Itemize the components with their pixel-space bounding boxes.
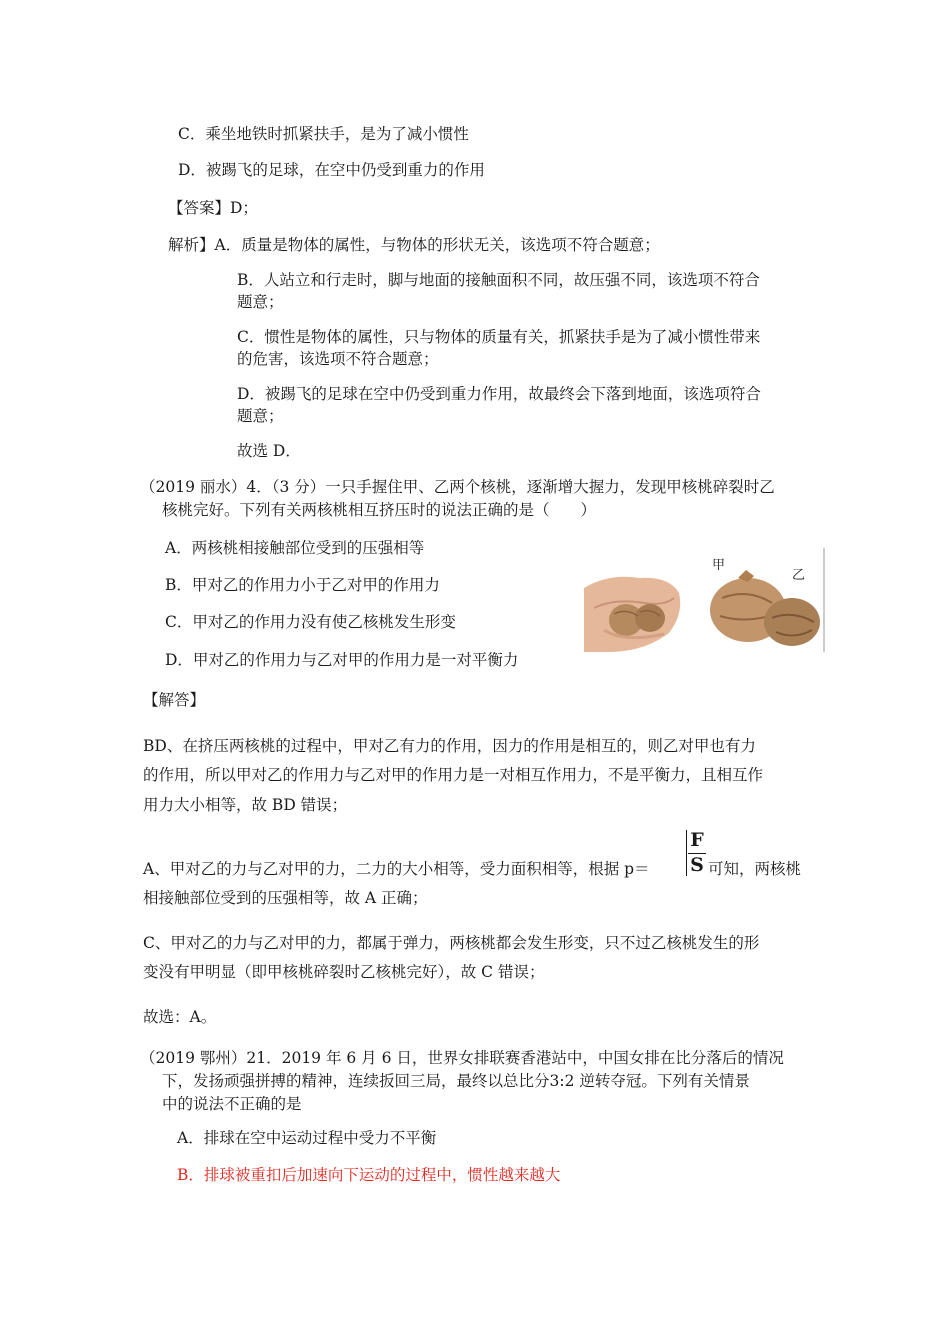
question-stem-line1: （2019 鄂州）21．2019 年 6 月 6 日，世界女排联赛香港站中，中国女排在比分落后的情况 <box>140 1049 784 1067</box>
question-stem-line1: （2019 丽水）4．（3 分）一只手握住甲、乙两个核桃，逐渐增大握力，发现甲核桃碎裂时乙 <box>140 478 775 496</box>
analysis-d-line1: D．被踢飞的足球在空中仍受到重力作用，故最终会下落到地面，该选项符合 <box>237 385 761 403</box>
solution-choose: 故选：A。 <box>143 1008 217 1026</box>
option-c: C．乘坐地铁时抓紧扶手，是为了减小惯性 <box>178 125 469 143</box>
solution-bd-line3: 用力大小相等，故 BD 错误； <box>143 796 348 814</box>
solution-bd-line1: BD、在挤压两核桃的过程中，甲对乙有力的作用，因力的作用是相互的，则乙对甲也有力 <box>143 737 756 755</box>
question-stem-line2: 核桃完好。下列有关两核桃相互挤压时的说法正确的是（ ） <box>162 501 597 519</box>
solution-a-line1-end: 可知，两核桃 <box>708 860 802 878</box>
hand-holding-walnuts-photo <box>584 548 696 652</box>
analysis-c-line2: 的危害，该选项不符合题意； <box>237 350 439 368</box>
analysis-d-line2: 题意； <box>237 407 284 425</box>
option-b: B．甲对乙的作用力小于乙对甲的作用力 <box>165 576 440 594</box>
choose-d: 故选 D． <box>237 442 301 460</box>
analysis-a: 解析】A．质量是物体的属性，与物体的形状无关，该选项不符合题意； <box>168 236 660 254</box>
photo-label-jia: 甲 <box>712 558 726 573</box>
analysis-c-line1: C．惯性是物体的属性，只与物体的质量有关，抓紧扶手是为了减小惯性带来 <box>237 328 761 346</box>
option-a: A．两核桃相接触部位受到的压强相等 <box>165 539 425 557</box>
photo-label-yi: 乙 <box>792 568 806 583</box>
solution-c-line2: 变没有甲明显（即甲核桃碎裂时乙核桃完好），故 C 错误； <box>143 963 545 981</box>
solution-c-line1: C、甲对乙的力与乙对甲的力，都属于弹力，两核桃都会发生形变，只不过乙核桃发生的形 <box>143 934 760 952</box>
solution-a-line1: A、甲对乙的力与乙对甲的力，二力的大小相等，受力面积相等，根据 p＝ <box>143 860 650 878</box>
answer-line: 【答案】D； <box>168 199 258 217</box>
solution-bd-line2: 的作用，所以甲对乙的作用力与乙对甲的作用力是一对相互作用力，不是平衡力，且相互作 <box>143 766 764 784</box>
option-c: C．甲对乙的作用力没有使乙核桃发生形变 <box>165 613 456 631</box>
question-stem-line2: 下，发扬顽强拼搏的精神，连续扳回三局，最终以总比分3:2 逆转夺冠。下列有关情景 <box>162 1072 750 1090</box>
option-b-highlighted: B．排球被重扣后加速向下运动的过程中，惯性越来越大 <box>177 1166 561 1184</box>
option-d: D．被踢飞的足球，在空中仍受到重力的作用 <box>178 161 485 179</box>
solution-a-line2: 相接触部位受到的压强相等，故 A 正确； <box>143 889 428 907</box>
analysis-b-line2: 题意； <box>237 293 284 311</box>
analysis-b-line1: B．人站立和行走时，脚与地面的接触面积不同，故压强不同，该选项不符合 <box>237 271 760 289</box>
solution-heading: 【解答】 <box>143 691 206 709</box>
option-a: A．排球在空中运动过程中受力不平衡 <box>177 1129 437 1147</box>
fraction-denominator: S <box>690 854 704 876</box>
fraction-numerator: F <box>690 829 704 851</box>
pressure-formula-fraction <box>686 830 708 876</box>
question-stem-line3: 中的说法不正确的是 <box>162 1095 302 1113</box>
option-d: D．甲对乙的作用力与乙对甲的作用力是一对平衡力 <box>165 651 519 669</box>
fraction-left-edge <box>686 830 687 876</box>
